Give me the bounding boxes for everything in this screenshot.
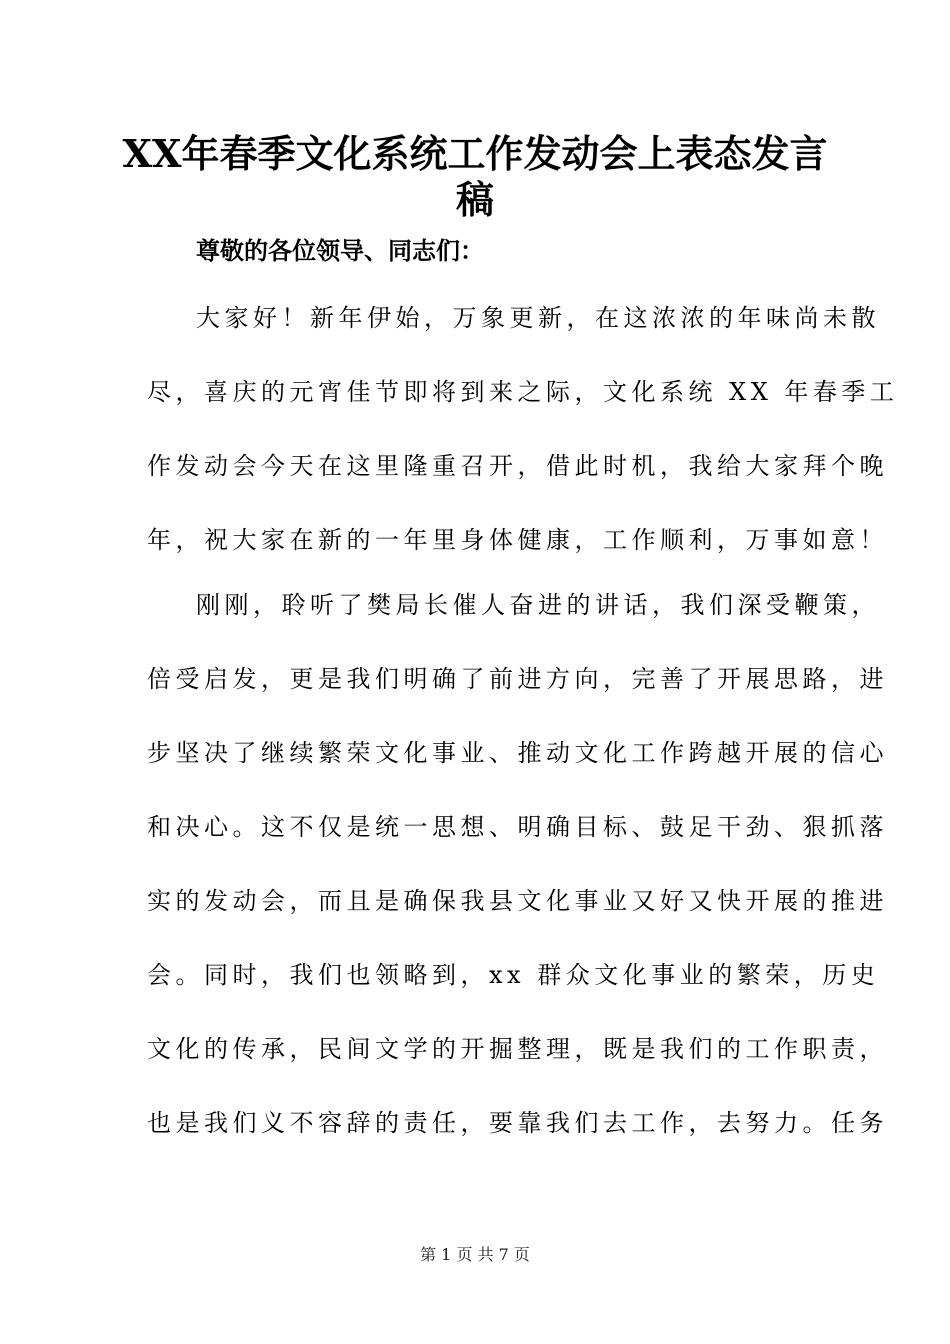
paragraph-line: 作发动会今天在这里隆重召开，借此时机，我给大家拜个晚 <box>147 452 888 480</box>
salutation: 尊敬的各位领导、同志们： <box>196 236 484 265</box>
paragraph-line: 刚刚，聆听了樊局长催人奋进的讲话，我们深受鞭策， <box>196 591 880 619</box>
paragraph-line: 实的发动会，而且是确保我县文化事业又好又快开展的推进 <box>147 887 888 915</box>
paragraph-line: 会。同时，我们也领略到，xx 群众文化事业的繁荣，历史 <box>147 961 880 989</box>
paragraph-line: 也是我们义不容辞的责任，要靠我们去工作，去努力。任务 <box>147 1109 888 1137</box>
paragraph-line: 倍受启发，更是我们明确了前进方向，完善了开展思路，进 <box>147 665 888 693</box>
paragraph-line: 尽，喜庆的元宵佳节即将到来之际，文化系统 XX 年春季工 <box>147 378 899 406</box>
document-title-line-2: 稿 <box>455 177 494 222</box>
page-number-footer: 第 1 页 共 7 页 <box>420 1245 530 1264</box>
paragraph-line: 文化的传承，民间文学的开掘整理，既是我们的工作职责， <box>147 1035 888 1063</box>
paragraph-line: 年，祝大家在新的一年里身体健康，工作顺利，万事如意！ <box>147 526 888 554</box>
paragraph-line: 步坚决了继续繁荣文化事业、推动文化工作跨越开展的信心 <box>147 739 888 767</box>
document-title-line-1: XX年春季文化系统工作发动会上表态发言 <box>122 131 828 176</box>
paragraph-line: 大家好！新年伊始，万象更新，在这浓浓的年味尚未散 <box>196 304 880 332</box>
paragraph-line: 和决心。这不仅是统一思想、明确目标、鼓足干劲、狠抓落 <box>147 813 888 841</box>
